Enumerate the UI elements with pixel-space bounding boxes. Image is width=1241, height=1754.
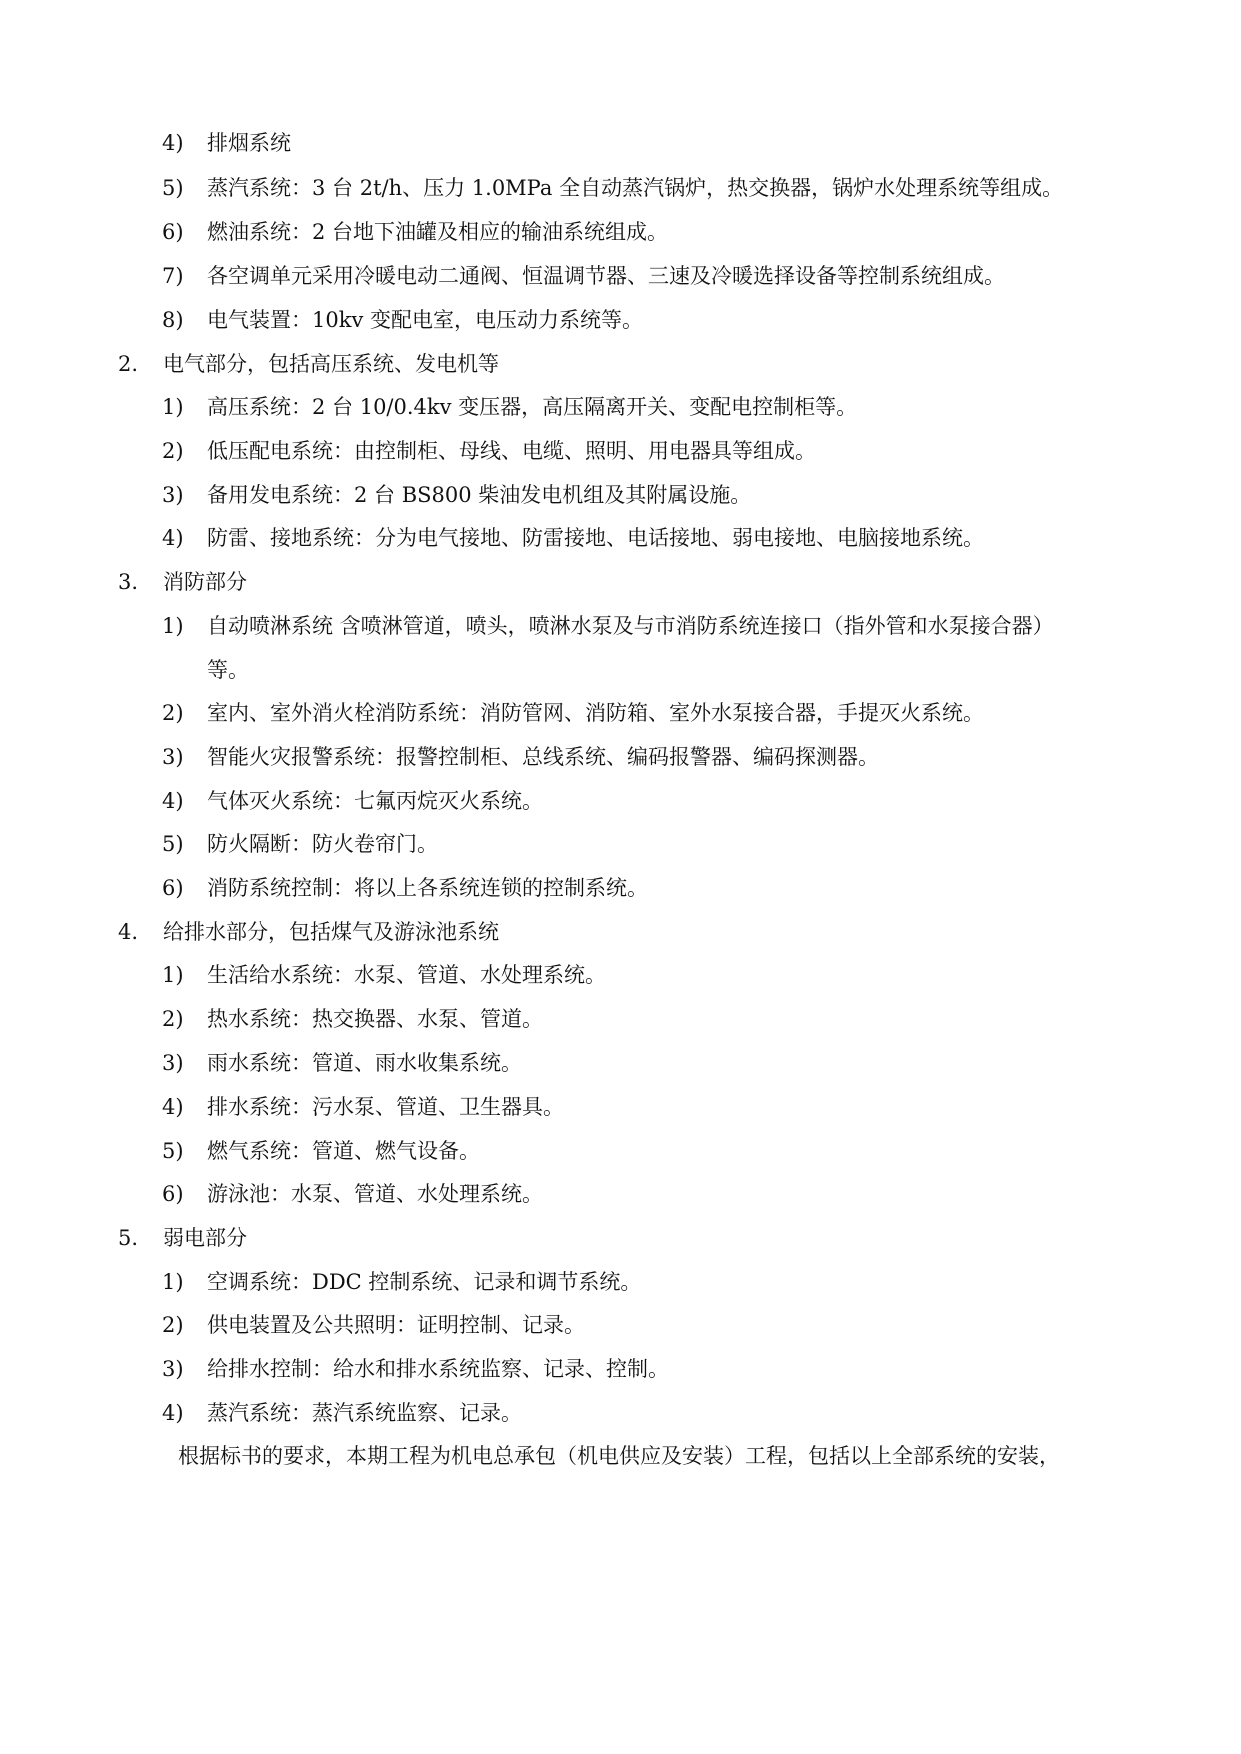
item-text: 排烟系统 [207,131,291,155]
item-number: 5) [162,832,184,856]
item-number: 2) [162,1007,184,1031]
item-text: 备用发电系统：2 台 BS800 柴油发电机组及其附属设施。 [207,483,752,507]
item-number: 8) [162,308,184,332]
item-number: 4) [162,789,184,813]
item-text: 雨水系统：管道、雨水收集系统。 [207,1051,522,1075]
item-text: 空调系统：DDC 控制系统、记录和调节系统。 [207,1270,642,1294]
item-text: 高压系统：2 台 10/0.4kv 变压器，高压隔离开关、变配电控制柜等。 [207,395,858,419]
item-number: 4) [162,131,184,155]
item-text: 热水系统：热交换器、水泵、管道。 [207,1007,543,1031]
section-number: 4. [118,920,139,944]
section-title: 消防部分 [163,570,247,594]
item-number: 4) [162,1095,184,1119]
item-number: 7) [162,264,184,288]
item-text: 各空调单元采用冷暖电动二通阀、恒温调节器、三速及冷暖选择设备等控制系统组成。 [207,264,1005,288]
item-text: 电气装置：10kv 变配电室，电压动力系统等。 [207,308,643,332]
item-text: 低压配电系统：由控制柜、母线、电缆、照明、用电器具等组成。 [207,439,816,463]
item-number: 5) [162,176,184,200]
item-text: 蒸汽系统：蒸汽系统监察、记录。 [207,1401,522,1425]
item-number: 1) [162,1270,184,1294]
item-text: 排水系统：污水泵、管道、卫生器具。 [207,1095,564,1119]
item-number: 2) [162,439,184,463]
item-number: 6) [162,1182,184,1206]
item-number: 1) [162,614,184,638]
item-text: 游泳池：水泵、管道、水处理系统。 [207,1182,543,1206]
item-text: 防雷、接地系统：分为电气接地、防雷接地、电话接地、弱电接地、电脑接地系统。 [207,526,984,550]
item-number: 4) [162,526,184,550]
section-title: 给排水部分，包括煤气及游泳池系统 [163,920,499,944]
item-number: 2) [162,1313,184,1337]
item-text: 气体灭火系统：七氟丙烷灭火系统。 [207,789,543,813]
item-text: 燃油系统：2 台地下油罐及相应的输油系统组成。 [207,220,669,244]
item-text: 给排水控制：给水和排水系统监察、记录、控制。 [207,1357,669,1381]
item-text: 防火隔断：防火卷帘门。 [207,832,438,856]
section-number: 2. [118,352,139,376]
item-number: 1) [162,395,184,419]
item-number: 6) [162,220,184,244]
item-number: 3) [162,483,184,507]
item-number: 1) [162,963,184,987]
item-text: 等。 [207,658,249,682]
paragraph-text: 根据标书的要求，本期工程为机电总承包（机电供应及安装）工程，包括以上全部系统的安装， [178,1444,1060,1468]
item-number: 2) [162,701,184,725]
item-number: 4) [162,1401,184,1425]
section-number: 5. [118,1226,139,1250]
section-number: 3. [118,570,139,594]
item-text: 供电装置及公共照明：证明控制、记录。 [207,1313,585,1337]
item-text: 蒸汽系统：3 台 2t/h、压力 1.0MPa 全自动蒸汽锅炉，热交换器，锅炉水处理系统等组成。 [207,176,1064,200]
item-text: 智能火灾报警系统：报警控制柜、总线系统、编码报警器、编码探测器。 [207,745,879,769]
item-text: 生活给水系统：水泵、管道、水处理系统。 [207,963,606,987]
section-title: 电气部分，包括高压系统、发电机等 [163,352,499,376]
item-number: 3) [162,1357,184,1381]
section-title: 弱电部分 [163,1226,247,1250]
item-number: 5) [162,1139,184,1163]
item-number: 6) [162,876,184,900]
item-text: 消防系统控制：将以上各系统连锁的控制系统。 [207,876,648,900]
item-text: 室内、室外消火栓消防系统：消防管网、消防箱、室外水泵接合器，手提灭火系统。 [207,701,984,725]
item-number: 3) [162,745,184,769]
item-text: 燃气系统：管道、燃气设备。 [207,1139,480,1163]
item-number: 3) [162,1051,184,1075]
item-text: 自动喷淋系统 含喷淋管道，喷头，喷淋水泵及与市消防系统连接口（指外管和水泵接合器） [207,614,1054,638]
